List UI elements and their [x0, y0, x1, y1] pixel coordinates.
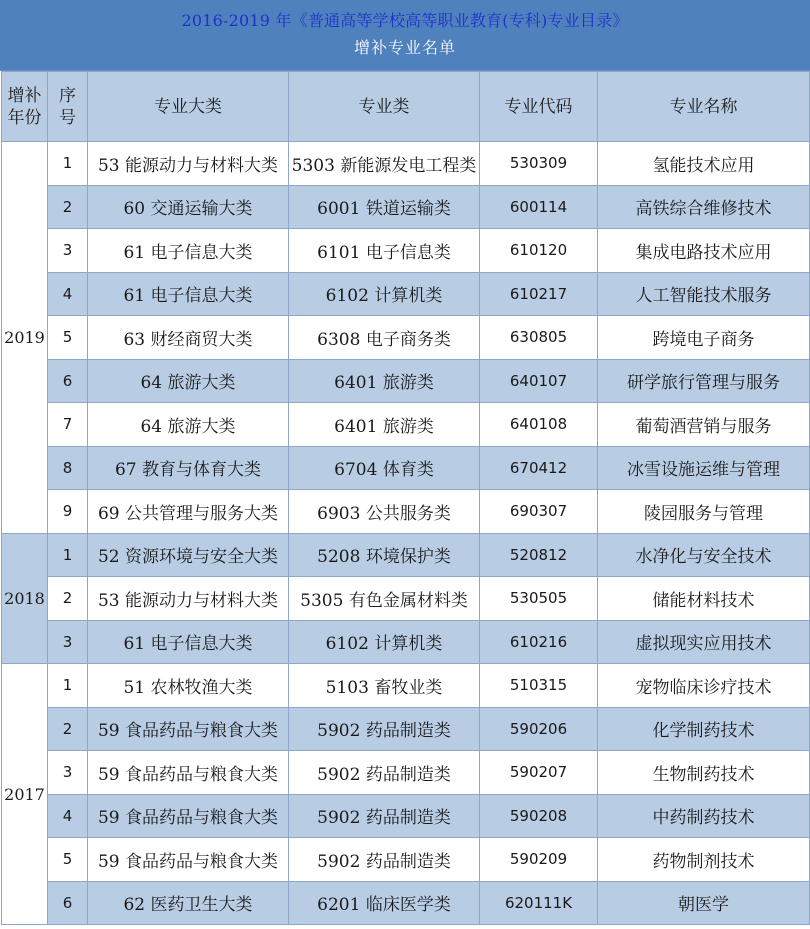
table-row — [2, 229, 810, 273]
seq-cell: 2 — [48, 707, 88, 751]
class-cell: 5902 药品制造类 — [289, 838, 480, 882]
seq-cell: 5 — [48, 316, 88, 360]
category-cell: 62 医药卫生大类 — [88, 881, 289, 925]
category-cell: 51 农林牧渔大类 — [88, 664, 289, 708]
category-cell: 67 教育与体育大类 — [88, 446, 289, 490]
table-row — [2, 751, 810, 795]
category-cell: 52 资源环境与安全大类 — [88, 533, 289, 577]
seq-cell: 3 — [48, 229, 88, 273]
code-cell: 600114 — [480, 185, 598, 229]
table-row — [2, 664, 810, 708]
table-row — [2, 359, 810, 403]
col-header-year-line1: 增补 — [7, 85, 42, 106]
class-cell: 6102 计算机类 — [289, 620, 480, 664]
category-cell: 64 旅游大类 — [88, 403, 289, 447]
code-cell: 530505 — [480, 577, 598, 621]
table-row — [2, 142, 810, 186]
class-cell: 5103 畜牧业类 — [289, 664, 480, 708]
col-header-year-line2: 年份 — [7, 107, 42, 128]
code-cell: 630805 — [480, 316, 598, 360]
class-cell: 6308 电子商务类 — [289, 316, 480, 360]
name-cell: 高铁综合维修技术 — [598, 185, 810, 229]
category-cell: 60 交通运输大类 — [88, 185, 289, 229]
seq-cell: 8 — [48, 446, 88, 490]
name-cell: 储能材料技术 — [598, 577, 810, 621]
col-header-seq — [48, 72, 88, 142]
seq-cell: 9 — [48, 490, 88, 534]
table-row — [2, 881, 810, 925]
class-cell: 6401 旅游类 — [289, 403, 480, 447]
code-cell: 640108 — [480, 403, 598, 447]
code-cell: 640107 — [480, 359, 598, 403]
category-cell: 53 能源动力与材料大类 — [88, 577, 289, 621]
class-cell: 5902 药品制造类 — [289, 751, 480, 795]
code-cell: 590206 — [480, 707, 598, 751]
category-cell: 61 电子信息大类 — [88, 272, 289, 316]
name-cell: 朝医学 — [598, 881, 810, 925]
header-row — [2, 72, 810, 142]
category-cell: 59 食品药品与粮食大类 — [88, 838, 289, 882]
col-header-name: 专业名称 — [598, 72, 810, 142]
col-header-year — [2, 72, 48, 142]
name-cell: 集成电路技术应用 — [598, 229, 810, 273]
table-title: 2016-2019 年《普通高等学校高等职业教育(专科)专业目录》 — [181, 11, 629, 30]
name-cell: 跨境电子商务 — [598, 316, 810, 360]
table-row — [2, 838, 810, 882]
name-cell: 虚拟现实应用技术 — [598, 620, 810, 664]
code-cell: 510315 — [480, 664, 598, 708]
seq-cell: 7 — [48, 403, 88, 447]
name-cell: 人工智能技术服务 — [598, 272, 810, 316]
code-cell: 670412 — [480, 446, 598, 490]
category-cell: 59 食品药品与粮食大类 — [88, 751, 289, 795]
name-cell: 中药制药技术 — [598, 794, 810, 838]
table-row — [2, 316, 810, 360]
seq-cell: 1 — [48, 142, 88, 186]
table-row — [2, 185, 810, 229]
seq-cell: 1 — [48, 533, 88, 577]
name-cell: 药物制剂技术 — [598, 838, 810, 882]
table-row — [2, 794, 810, 838]
class-cell: 6401 旅游类 — [289, 359, 480, 403]
name-cell: 陵园服务与管理 — [598, 490, 810, 534]
seq-cell: 1 — [48, 664, 88, 708]
name-cell: 化学制药技术 — [598, 707, 810, 751]
col-header-class: 专业类 — [289, 72, 480, 142]
table-subtitle: 增补专业名单 — [353, 38, 456, 57]
code-cell: 530309 — [480, 142, 598, 186]
title-band — [0, 0, 810, 71]
name-cell: 葡萄酒营销与服务 — [598, 403, 810, 447]
category-cell: 69 公共管理与服务大类 — [88, 490, 289, 534]
category-cell: 59 食品药品与粮食大类 — [88, 794, 289, 838]
code-cell: 590208 — [480, 794, 598, 838]
category-cell: 64 旅游大类 — [88, 359, 289, 403]
class-cell: 6903 公共服务类 — [289, 490, 480, 534]
category-cell: 59 食品药品与粮食大类 — [88, 707, 289, 751]
code-cell: 520812 — [480, 533, 598, 577]
category-cell: 61 电子信息大类 — [88, 229, 289, 273]
class-cell: 5303 新能源发电工程类 — [289, 142, 480, 186]
table-row — [2, 446, 810, 490]
class-cell: 6001 铁道运输类 — [289, 185, 480, 229]
seq-cell: 3 — [48, 751, 88, 795]
code-cell: 610217 — [480, 272, 598, 316]
class-cell: 6704 体育类 — [289, 446, 480, 490]
seq-cell: 2 — [48, 577, 88, 621]
seq-cell: 6 — [48, 359, 88, 403]
col-header-seq-line2: 号 — [59, 107, 76, 128]
seq-cell: 2 — [48, 185, 88, 229]
category-cell: 63 财经商贸大类 — [88, 316, 289, 360]
seq-cell: 4 — [48, 272, 88, 316]
name-cell: 宠物临床诊疗技术 — [598, 664, 810, 708]
code-cell: 690307 — [480, 490, 598, 534]
table-row — [2, 533, 810, 577]
code-cell: 620111K — [480, 881, 598, 925]
code-cell: 610216 — [480, 620, 598, 664]
table-row — [2, 272, 810, 316]
class-cell: 5902 药品制造类 — [289, 794, 480, 838]
name-cell: 研学旅行管理与服务 — [598, 359, 810, 403]
col-header-category: 专业大类 — [88, 72, 289, 142]
table-row — [2, 707, 810, 751]
class-cell: 5208 环境保护类 — [289, 533, 480, 577]
class-cell: 5305 有色金属材料类 — [289, 577, 480, 621]
class-cell: 6201 临床医学类 — [289, 881, 480, 925]
table-row — [2, 490, 810, 534]
name-cell: 氢能技术应用 — [598, 142, 810, 186]
col-header-seq-line1: 序 — [59, 85, 76, 106]
year-cell: 2019 — [2, 142, 48, 534]
name-cell: 生物制药技术 — [598, 751, 810, 795]
table-body — [2, 142, 810, 925]
table-row — [2, 577, 810, 621]
category-cell: 53 能源动力与材料大类 — [88, 142, 289, 186]
category-cell: 61 电子信息大类 — [88, 620, 289, 664]
class-cell: 6101 电子信息类 — [289, 229, 480, 273]
class-cell: 5902 药品制造类 — [289, 707, 480, 751]
name-cell: 冰雪设施运维与管理 — [598, 446, 810, 490]
year-cell: 2017 — [2, 664, 48, 925]
code-cell: 590207 — [480, 751, 598, 795]
code-cell: 610120 — [480, 229, 598, 273]
name-cell: 水净化与安全技术 — [598, 533, 810, 577]
seq-cell: 4 — [48, 794, 88, 838]
col-header-code: 专业代码 — [480, 72, 598, 142]
class-cell: 6102 计算机类 — [289, 272, 480, 316]
seq-cell: 3 — [48, 620, 88, 664]
year-cell: 2018 — [2, 533, 48, 664]
major-table — [1, 71, 810, 925]
seq-cell: 5 — [48, 838, 88, 882]
code-cell: 590209 — [480, 838, 598, 882]
table-row — [2, 620, 810, 664]
table-row — [2, 403, 810, 447]
seq-cell: 6 — [48, 881, 88, 925]
